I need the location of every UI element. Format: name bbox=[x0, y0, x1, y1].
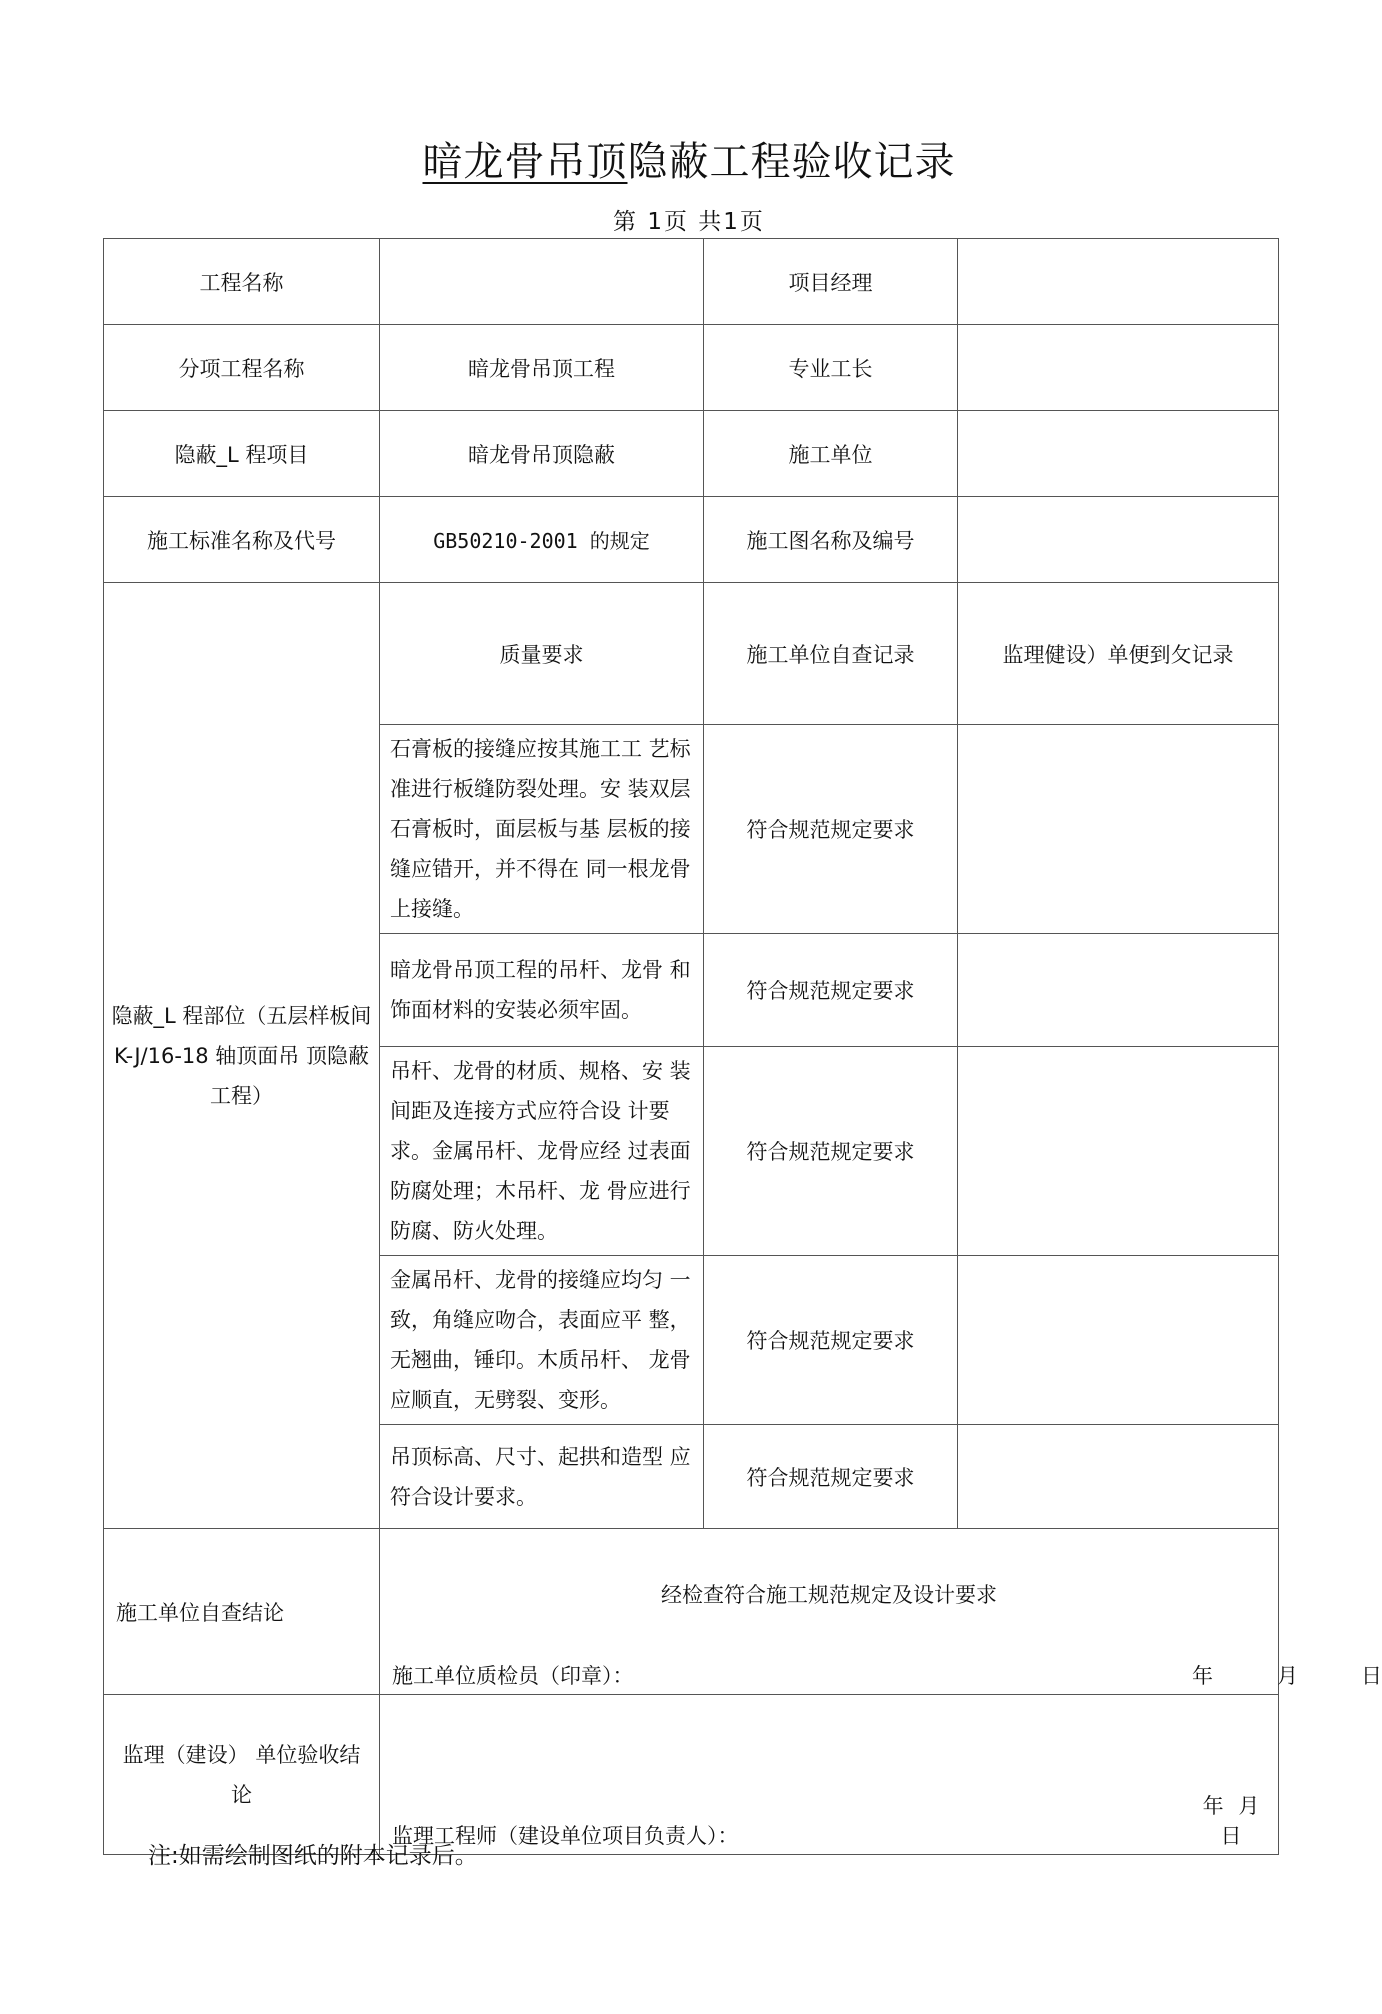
project-manager-label: 项目经理 bbox=[704, 239, 958, 325]
hidden-location-label: 隐蔽_L 程部位（五层样板间 K-J/16-18 轴顶面吊 顶隐蔽工程） bbox=[104, 583, 380, 1529]
hidden-item-value: 暗龙骨吊顶隐蔽 bbox=[380, 411, 704, 497]
supervision-result bbox=[958, 1425, 1279, 1529]
self-check-result: 符合规范规定要求 bbox=[704, 1425, 958, 1529]
inspection-record-table bbox=[103, 238, 1382, 1855]
header-self-check-record: 施工单位自查记录 bbox=[704, 583, 958, 725]
supervision-result bbox=[958, 725, 1279, 934]
requirement-text: 吊顶标高、尺寸、起拱和造型 应符合设计要求。 bbox=[380, 1425, 704, 1529]
standard-value: GB50210-2001 的规定 bbox=[380, 497, 704, 583]
requirement-text: 石膏板的接缝应按其施工工 艺标准进行板缝防裂处理。安 装双层石膏板时，面层板与基 层板的接缝应错开，并不得在 同一根龙骨上接缝。 bbox=[380, 725, 704, 934]
self-check-result: 符合规范规定要求 bbox=[704, 1256, 958, 1425]
supervision-result bbox=[958, 1047, 1279, 1256]
header-quality-requirement: 质量要求 bbox=[380, 583, 704, 725]
title-rest: 隐蔽工程验收记录 bbox=[627, 139, 956, 185]
requirement-text: 吊杆、龙骨的材质、规格、安 装间距及连接方式应符合设 计要求。金属吊杆、龙骨应经 过表面防腐处理；木吊杆、龙 骨应进行防腐、防火处理。 bbox=[380, 1047, 704, 1256]
foreman-label: 专业工长 bbox=[704, 325, 958, 411]
self-conclusion-day: 日 bbox=[1361, 1664, 1382, 1688]
self-check-result: 符合规范规定要求 bbox=[704, 934, 958, 1047]
supervision-conclusion-date: 年 月 日 bbox=[1202, 1794, 1264, 1848]
standard-label: 施工标准名称及代号 bbox=[104, 497, 380, 583]
supervision-conclusion-signer: 监理工程师（建设单位项目负责人）： bbox=[392, 1824, 739, 1848]
supervision-conclusion-cell bbox=[380, 1695, 1279, 1855]
page-info: 第 1页 共1页 bbox=[613, 209, 765, 235]
drawing-label: 施工图名称及编号 bbox=[704, 497, 958, 583]
sub-project-value: 暗龙骨吊顶工程 bbox=[380, 325, 704, 411]
self-conclusion-label: 施工单位自查结论 bbox=[104, 1529, 380, 1695]
drawing-value bbox=[958, 497, 1279, 583]
requirement-text: 金属吊杆、龙骨的接缝应均匀 一致，角缝应吻合，表面应平 整，无翘曲，锤印。木质吊杆、 龙骨应顺直，无劈裂、变形。 bbox=[380, 1256, 704, 1425]
hidden-item-label: 隐蔽_L 程项目 bbox=[104, 411, 380, 497]
document-title bbox=[0, 130, 1378, 187]
header-supervision-record: 监理健设）单便到攵记录 bbox=[958, 583, 1279, 725]
self-conclusion-text: 经检查符合施工规范规定及设计要求 bbox=[661, 1583, 997, 1607]
self-check-result: 符合规范规定要求 bbox=[704, 725, 958, 934]
footnote: 注:如需绘制图纸的附本记录后。 bbox=[148, 1843, 478, 1869]
supervision-result bbox=[958, 1256, 1279, 1425]
title-underlined-part: 暗龙骨吊顶 bbox=[422, 139, 628, 185]
project-name-label: 工程名称 bbox=[104, 239, 380, 325]
project-manager-value bbox=[958, 239, 1279, 325]
sub-project-label: 分项工程名称 bbox=[104, 325, 380, 411]
construction-unit-value bbox=[958, 411, 1279, 497]
supervision-result bbox=[958, 934, 1279, 1047]
self-conclusion-month: 月 bbox=[1277, 1664, 1298, 1688]
project-name-value bbox=[380, 239, 704, 325]
self-conclusion-signer: 施工单位质检员（印章）： bbox=[392, 1664, 634, 1688]
self-conclusion-cell bbox=[380, 1529, 1382, 1695]
requirement-text: 暗龙骨吊顶工程的吊杆、龙骨 和饰面材料的安装必须牢固。 bbox=[380, 934, 704, 1047]
construction-unit-label: 施工单位 bbox=[704, 411, 958, 497]
supervision-conclusion-label: 监理（建设） 单位验收结论 bbox=[104, 1695, 380, 1855]
self-check-result: 符合规范规定要求 bbox=[704, 1047, 958, 1256]
self-conclusion-year: 年 bbox=[1192, 1664, 1213, 1688]
foreman-value bbox=[958, 325, 1279, 411]
